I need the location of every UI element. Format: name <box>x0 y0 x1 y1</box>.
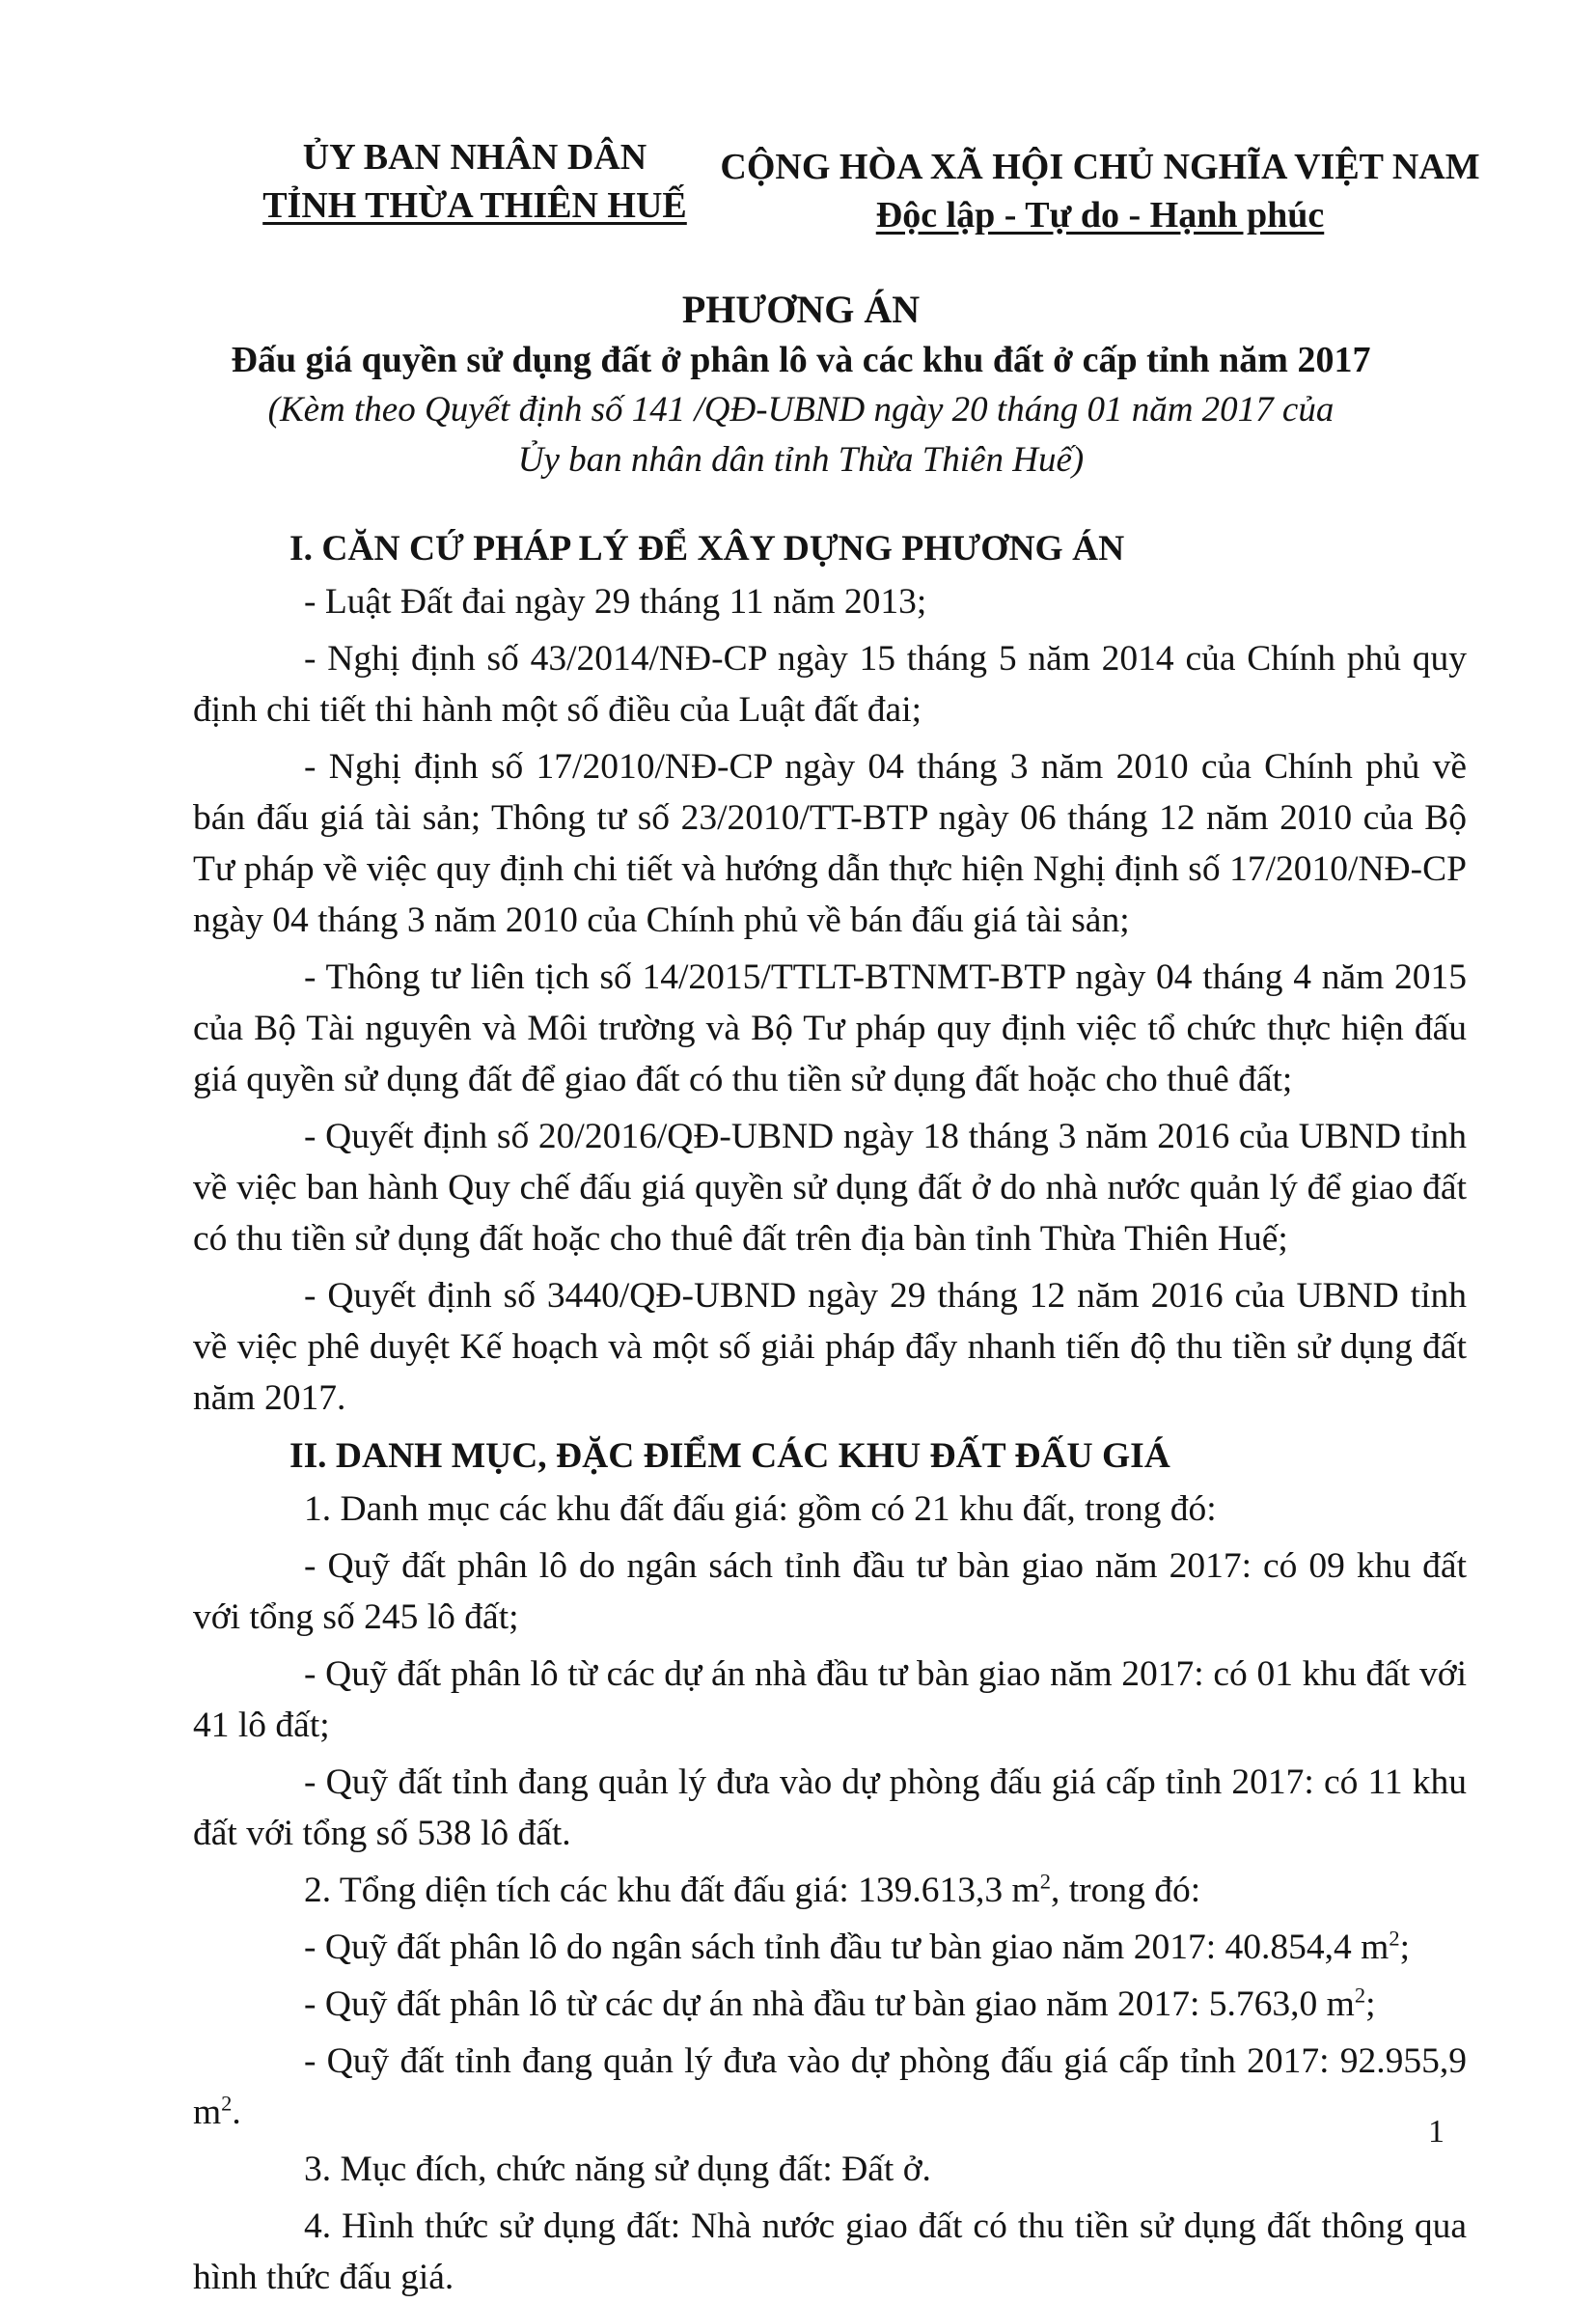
decision-issuer: Ủy ban nhân dân tỉnh Thừa Thiên Huế) <box>517 440 1085 480</box>
area-item <box>193 1979 1467 2030</box>
document-body <box>193 516 1467 2303</box>
legal-basis-item: - Nghị định số 43/2014/NĐ-CP ngày 15 tháng 5 năm 2014 của Chính phủ quy định chi tiết thi hành một số điều của Luật đất đai; <box>193 639 1467 730</box>
land-list-paragraph: 1. Danh mục các khu đất đấu giá: gồm có 21 khu đất, trong đó: <box>304 1489 1217 1529</box>
issuing-authority <box>253 133 697 230</box>
area-item-end: . <box>232 2093 241 2132</box>
area-item <box>193 1922 1467 1973</box>
legal-basis-item: - Quyết định số 20/2016/QĐ-UBND ngày 18 tháng 3 năm 2016 của UBND tỉnh về việc ban hành Quy chế đấu giá quyền sử dụng đất ở do nhà nước quản lý để giao đất có thu tiền sử dụng đất hoặc cho thuê đất trên địa bàn tỉnh Thừa Thiên Huế; <box>193 1117 1467 1259</box>
national-motto <box>719 143 1481 239</box>
decision-reference: (Kèm theo Quyết định số 141 /QĐ-UBND ngày 20 tháng 01 năm 2017 của <box>267 390 1335 430</box>
motto-line-1: CỘNG HÒA XÃ HỘI CHỦ NGHĨA VIỆT NAM <box>720 147 1480 187</box>
area-item <box>193 2036 1467 2138</box>
document-title: PHƯƠNG ÁN <box>681 288 921 331</box>
legal-basis-item: - Nghị định số 17/2010/NĐ-CP ngày 04 tháng 3 năm 2010 của Chính phủ về bán đấu giá tài sản; Thông tư số 23/2010/TT-BTP ngày 06 tháng 12 năm 2010 của Bộ Tư pháp về việc quy định chi tiết và hướng dẫn thực hiện Nghị định số 17/2010/NĐ-CP ngày 04 tháng 3 năm 2010 của Chính phủ về bán đấu giá tài sản; <box>193 747 1467 940</box>
legal-basis-item: - Thông tư liên tịch số 14/2015/TTLT-BTNMT-BTP ngày 04 tháng 4 năm 2015 của Bộ Tài nguyên và Môi trường và Bộ Tư pháp quy định việc tổ chức thực hiện đấu giá quyền sử dụng đất để giao đất có thu tiền sử dụng đất hoặc cho thuê đất; <box>193 957 1467 1099</box>
authority-line-2: TỈNH THỪA THIÊN HUẾ <box>262 185 687 226</box>
area-item-text: - Quỹ đất phân lô do ngân sách tỉnh đầu tư bàn giao năm 2017: 40.854,4 m <box>304 1928 1390 1967</box>
square-exponent: 2 <box>1389 1926 1400 1951</box>
document-title-block <box>145 285 1457 486</box>
land-list-item: - Quỹ đất tỉnh đang quản lý đưa vào dự phòng đấu giá cấp tỉnh 2017: có 11 khu đất với tổng số 538 lô đất. <box>193 1762 1467 1853</box>
legal-basis-item: - Luật Đất đai ngày 29 tháng 11 năm 2013; <box>304 582 927 622</box>
section-1-heading: I. CĂN CỨ PHÁP LÝ ĐỂ XÂY DỰNG PHƯƠNG ÁN <box>289 529 1125 569</box>
land-purpose-paragraph: 3. Mục đích, chức năng sử dụng đất: Đất ở. <box>304 2150 931 2189</box>
square-exponent: 2 <box>1039 1869 1051 1894</box>
area-item-text: - Quỹ đất tỉnh đang quản lý đưa vào dự phòng đấu giá cấp tỉnh 2017: 92.955,9 m <box>193 2041 1467 2132</box>
land-list-item: - Quỹ đất phân lô từ các dự án nhà đầu tư bàn giao năm 2017: có 01 khu đất với 41 lô đất; <box>193 1654 1467 1745</box>
total-area-text-end: , trong đó: <box>1050 1871 1201 1910</box>
total-area-text: 2. Tổng diện tích các khu đất đấu giá: 139.613,3 m <box>304 1871 1040 1910</box>
area-item-text: - Quỹ đất phân lô từ các dự án nhà đầu tư bàn giao năm 2017: 5.763,0 m <box>304 1984 1355 2024</box>
document-subtitle: Đấu giá quyền sử dụng đất ở phân lô và các khu đất ở cấp tỉnh năm 2017 <box>231 340 1371 380</box>
square-exponent: 2 <box>1354 1983 1366 2008</box>
page-number: 1 <box>1428 2114 1445 2150</box>
authority-line-1: ỦY BAN NHÂN DÂN <box>302 137 647 178</box>
land-use-form-paragraph: 4. Hình thức sử dụng đất: Nhà nước giao đất có thu tiền sử dụng đất thông qua hình thức đấu giá. <box>193 2206 1467 2297</box>
section-2-heading: II. DANH MỤC, ĐẶC ĐIỂM CÁC KHU ĐẤT ĐẤU GIÁ <box>289 1436 1170 1476</box>
area-item-end: ; <box>1365 1984 1376 2024</box>
square-exponent: 2 <box>221 2091 233 2116</box>
area-item-end: ; <box>1399 1928 1410 1967</box>
land-list-item: - Quỹ đất phân lô do ngân sách tỉnh đầu tư bàn giao năm 2017: có 09 khu đất với tổng số 245 lô đất; <box>193 1546 1467 1637</box>
legal-basis-item: - Quyết định số 3440/QĐ-UBND ngày 29 tháng 12 năm 2016 của UBND tỉnh về việc phê duyệt Kế hoạch và một số giải pháp đẩy nhanh tiến độ thu tiền sử dụng đất năm 2017. <box>193 1276 1467 1418</box>
total-area-paragraph <box>193 1865 1467 1916</box>
motto-line-2: Độc lập - Tự do - Hạnh phúc <box>875 195 1325 236</box>
